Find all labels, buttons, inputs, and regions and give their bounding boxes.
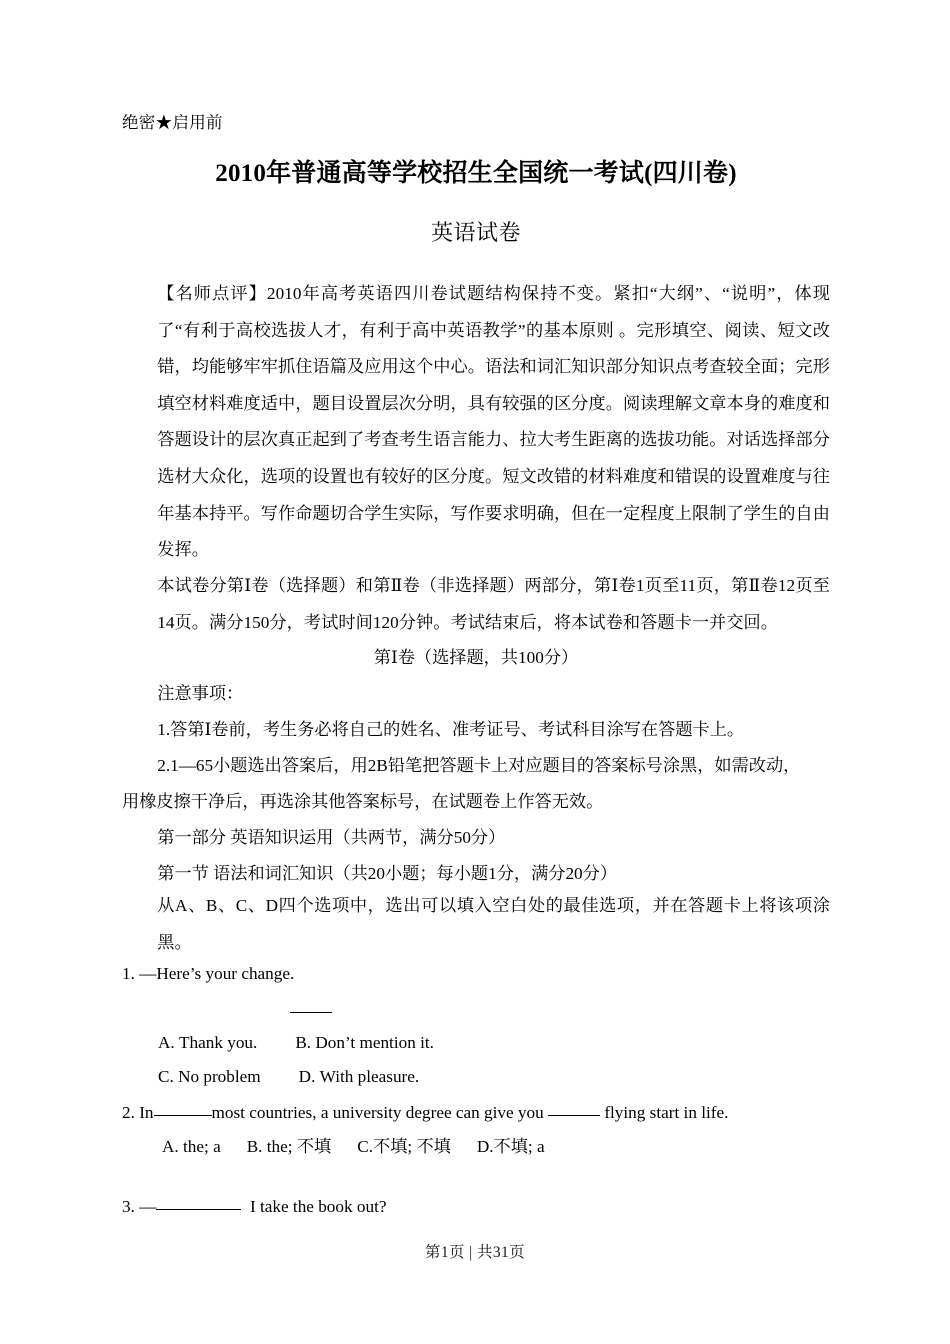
subject-title: 英语试卷 <box>430 220 521 245</box>
question-1-option-b-text[interactable]: Don’t mention it. <box>315 1033 434 1052</box>
question-3-answer-blank[interactable] <box>156 1194 241 1210</box>
question-2-stem <box>122 1096 728 1130</box>
expert-commentary-paragraph <box>122 276 830 569</box>
question-1-option-a-text[interactable]: Thank you. <box>179 1033 258 1052</box>
question-2-option-b-text[interactable]: the; 不填 <box>266 1137 332 1156</box>
question-2-number: 2. <box>122 1103 135 1122</box>
question-2-options-row <box>162 1130 545 1164</box>
question-1-option-c-text[interactable]: No problem <box>178 1067 261 1086</box>
question-3-stem <box>122 1190 386 1224</box>
question-1-option-c-label[interactable]: C. <box>158 1067 174 1086</box>
question-1-number: 1. <box>122 964 135 983</box>
question-3-number: 3. <box>122 1197 135 1216</box>
question-2-option-c-label[interactable]: C. <box>357 1137 373 1156</box>
question-1-answer-blank[interactable] <box>290 1012 332 1013</box>
notice-item-2-line1: 2.1—65小题选出答案后，用2B铅笔把答题卡上对应题目的答案标号涂黑，如需改动， <box>157 756 801 775</box>
commentary-text: 【名师点评】2010年高考英语四川卷试题结构保持不变。紧扣“大纲”、“说明”，体现了“有利于高校选拔人才，有利于高中英语教学”的基本原则 。完形填空、阅读、短文改错，均能够牢牢抓住语篇及应用这个中心。语法和词汇知识部分知识点考查较全面；完形填空材料难度适中，题目设置层次分明，具有较强的区分度。阅读理解文章本身的难度和答题设计的层次真正起到了考查考生语言能力、拉大考生距离的选拔功能。对话选择部分选材大众化，选项的设置也有较好的区分度。短文改错的材料难度和错误的设置难度与往年基本持平。写作命题切合学生实际，写作要求明确，但在一定程度上限制了学生的自由发挥。 <box>157 284 830 560</box>
question-2-option-c-text[interactable]: 不填; 不填 <box>373 1137 451 1156</box>
section-one-heading: 第一节 语法和词汇知识（共20小题；每小题1分，满分20分） <box>157 864 618 883</box>
instructions-text: 本试卷分第Ⅰ卷（选择题）和第Ⅱ卷（非选择题）两部分，第Ⅰ卷1页至11页，第Ⅱ卷12页至14页。满分150分，考试时间120分钟。考试结束后，将本试卷和答题卡一并交回。 <box>157 576 830 632</box>
question-2-option-a-text[interactable]: the; a <box>183 1137 221 1156</box>
question-2-option-b-label[interactable]: B. <box>246 1137 263 1156</box>
question-3-stem-suffix: I take the book out? <box>249 1197 387 1216</box>
notice-item-2-line2: 用橡皮擦干净后，再选涂其他答案标号，在试题卷上作答无效。 <box>122 792 604 811</box>
question-1-option-b-label[interactable]: B. <box>295 1033 312 1052</box>
notice-item-1: 1.答第Ⅰ卷前，考生务必将自己的姓名、准考证号、考试科目涂写在答题卡上。 <box>157 720 745 739</box>
page-footer: 第1页 | 共31页 <box>424 1244 526 1261</box>
question-2-option-d-label[interactable]: D. <box>476 1137 494 1156</box>
question-1-options-row-2 <box>158 1060 419 1094</box>
question-2-stem-part-3: flying start in life. <box>604 1103 729 1122</box>
question-2-answer-blank-2[interactable] <box>548 1100 600 1116</box>
question-1-stem-text: —Here’s your change. <box>139 964 295 983</box>
question-1-options-row-1 <box>158 1026 434 1060</box>
question-1-option-a-label[interactable]: A. <box>158 1033 175 1052</box>
question-1-option-d-text[interactable]: With pleasure. <box>319 1067 420 1086</box>
exam-instructions-paragraph <box>122 568 830 641</box>
part-one-heading: 第一部分 英语知识运用（共两节，满分50分） <box>157 828 506 847</box>
question-2-stem-part-2: most countries, a university degree can give you <box>211 1103 544 1122</box>
question-2-option-a-label[interactable]: A. <box>162 1137 179 1156</box>
question-1-stem <box>122 957 294 991</box>
volume-heading: 第Ⅰ卷（选择题，共100分） <box>373 648 579 667</box>
question-2-option-d-text[interactable]: 不填; a <box>493 1137 545 1156</box>
secrecy-notice: 绝密★启用前 <box>122 113 223 132</box>
directions-text: 从A、B、C、D四个选项中，选出可以填入空白处的最佳选项，并在答题卡上将该项涂黑。 <box>157 896 830 952</box>
question-1-option-d-label[interactable]: D. <box>298 1067 316 1086</box>
notice-label: 注意事项： <box>157 684 244 703</box>
question-2-stem-part-1: In <box>139 1103 154 1122</box>
page-title: 2010年普通高等学校招生全国统一考试(四川卷) <box>215 160 737 187</box>
answer-directions-paragraph <box>122 888 830 961</box>
question-2-answer-blank-1[interactable] <box>154 1100 212 1116</box>
question-3-stem-prefix: — <box>139 1197 157 1216</box>
